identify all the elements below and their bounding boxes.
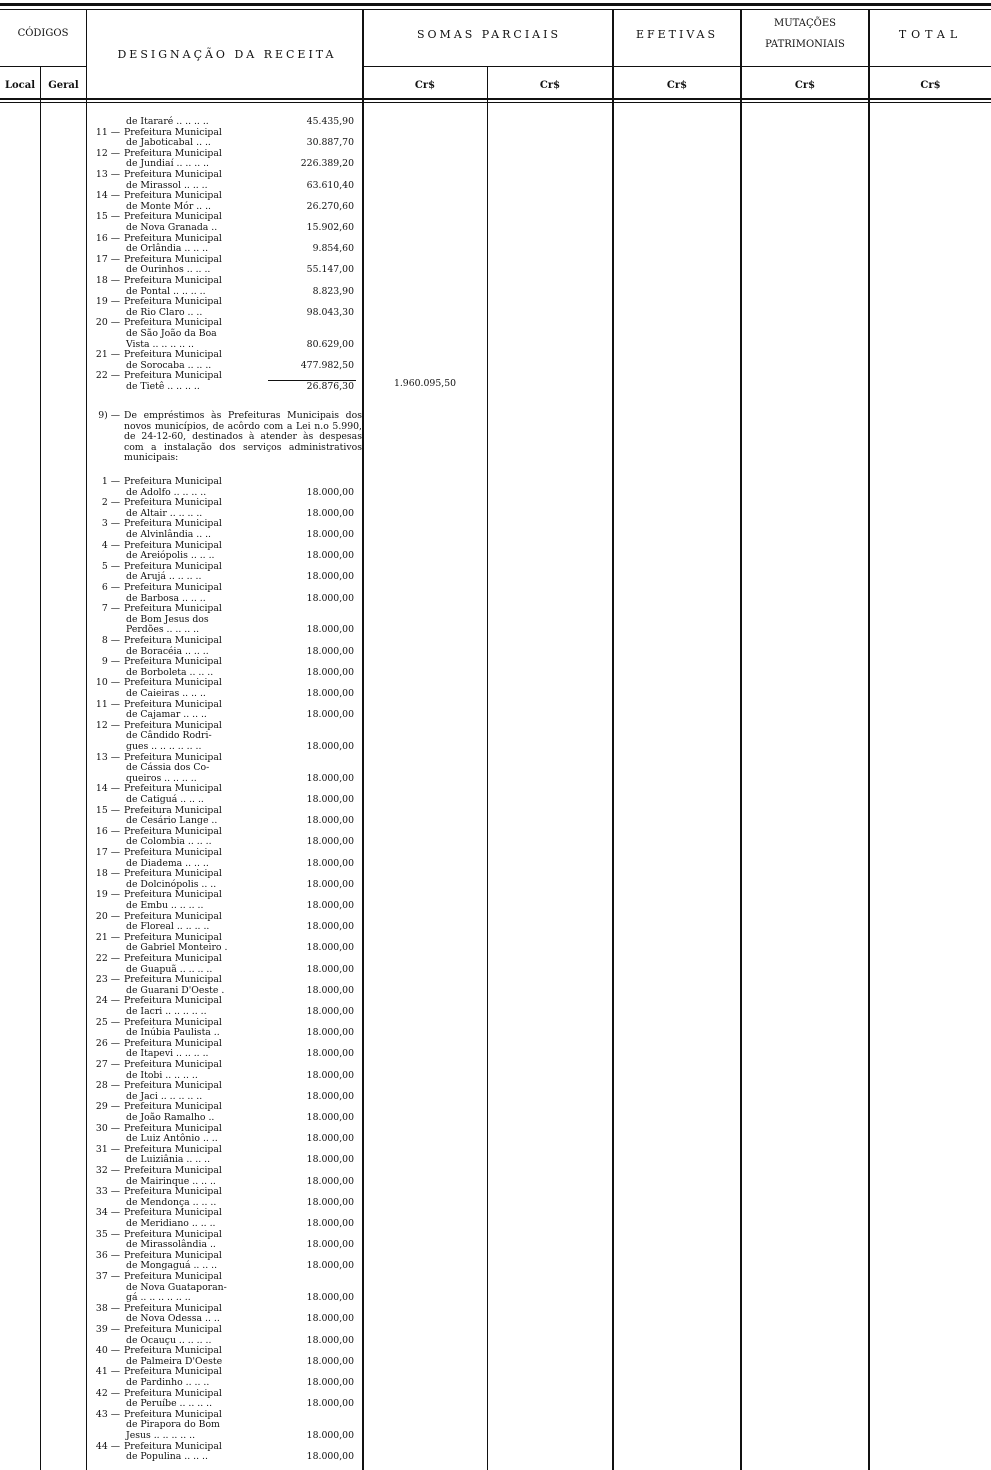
col-line-local xyxy=(40,66,41,1470)
row-text: de Tietê .. .. .. .. xyxy=(126,381,200,392)
row-text: de Floreal .. .. .. .. xyxy=(126,921,210,933)
row-number: 37 — xyxy=(95,1271,120,1282)
row-text: Prefeitura Municipal xyxy=(124,635,222,646)
row-value: 18.000,00 xyxy=(306,1006,354,1017)
row-value: 18.000,00 xyxy=(306,1133,354,1145)
row-number: 23 — xyxy=(95,974,120,986)
row-value: 477.982,50 xyxy=(300,359,354,371)
row-text: Prefeitura Municipal xyxy=(124,518,222,530)
row-value: 8.823,90 xyxy=(312,285,354,297)
row-number: 20 — xyxy=(95,910,120,922)
row-value: 18.000,00 xyxy=(306,878,354,890)
row-text: Prefeitura Municipal xyxy=(124,1440,222,1452)
row-text: de Nova Guataporan- xyxy=(126,1281,227,1293)
row-text: Prefeitura Municipal xyxy=(124,804,222,816)
row-text: de Mirassol .. .. .. xyxy=(126,179,208,191)
row-text: Prefeitura Municipal xyxy=(124,1080,222,1092)
row-number: 16 — xyxy=(95,232,120,244)
row-text: Prefeitura Municipal xyxy=(124,1302,222,1314)
row-text: de Palmeira D'Oeste xyxy=(126,1355,223,1367)
row-text: Prefeitura Municipal xyxy=(124,910,222,922)
row-value: 18.000,00 xyxy=(306,1430,354,1441)
table-row xyxy=(92,1452,362,1463)
row-text: Prefeitura Municipal xyxy=(124,751,222,763)
header-mutacoes-2: PATRIMONIAIS xyxy=(765,39,845,50)
col-line-designacao xyxy=(362,10,364,1470)
row-text: de Luiz Antônio .. .. xyxy=(126,1133,218,1145)
row-value: 63.610,40 xyxy=(306,179,354,191)
row-number: 5 — xyxy=(101,560,120,572)
row-text: Prefeitura Municipal xyxy=(124,1366,222,1378)
row-text: Prefeitura Municipal xyxy=(124,1122,222,1134)
row-value: 18.000,00 xyxy=(306,1048,354,1060)
row-text: Perdões .. .. .. .. xyxy=(126,624,200,636)
header-bottom-rule xyxy=(0,98,991,100)
row-value: 18.000,00 xyxy=(306,592,354,604)
row-number: 6 — xyxy=(101,582,120,593)
row-text: de Mendonça .. .. .. xyxy=(126,1196,217,1208)
header-currency-2: Cr$ xyxy=(539,80,561,91)
row-text: de Guapuã .. .. .. .. xyxy=(126,963,213,975)
table-row xyxy=(92,742,362,753)
row-number: 19 — xyxy=(95,296,120,308)
row-value: 18.000,00 xyxy=(306,794,354,805)
row-text: Prefeitura Municipal xyxy=(124,539,222,551)
table-row xyxy=(92,117,362,128)
row-text: de Adolfo .. .. .. .. xyxy=(126,486,207,498)
row-text: Prefeitura Municipal xyxy=(124,656,222,668)
row-text: de Ourinhos .. .. .. xyxy=(126,264,211,276)
row-text: de São João da Boa xyxy=(126,328,217,339)
table-row xyxy=(92,382,362,393)
row-text: Prefeitura Municipal xyxy=(124,370,222,382)
row-text: de Areiópolis .. .. .. xyxy=(126,550,215,562)
row-text: Prefeitura Municipal xyxy=(124,296,222,308)
row-number: 9 — xyxy=(101,656,120,668)
row-text: Prefeitura Municipal xyxy=(124,953,222,964)
row-text: Prefeitura Municipal xyxy=(124,603,222,615)
row-value: 18.000,00 xyxy=(306,486,354,498)
row-value: 18.000,00 xyxy=(306,1027,354,1039)
row-value: 18.000,00 xyxy=(306,815,354,827)
row-text: de Sorocaba .. .. .. xyxy=(126,359,212,371)
row-number: 38 — xyxy=(95,1302,120,1314)
row-value: 18.000,00 xyxy=(306,507,354,519)
row-value: 18.000,00 xyxy=(306,741,354,752)
row-value: 9.854,60 xyxy=(312,243,354,255)
row-text: de Mairinque .. .. .. xyxy=(126,1175,216,1187)
row-text: de Alvinlândia .. .. xyxy=(126,529,212,540)
row-value: 45.435,90 xyxy=(306,116,354,127)
row-text: Prefeitura Municipal xyxy=(124,974,222,986)
row-text: Prefeitura Municipal xyxy=(124,698,222,710)
row-value: 26.876,30 xyxy=(306,381,354,392)
row-value: 226.389,20 xyxy=(300,158,354,170)
row-text: de Jaci .. .. .. .. .. xyxy=(126,1090,203,1102)
row-text: de Arujá .. .. .. .. xyxy=(126,571,202,583)
table-row xyxy=(92,170,362,181)
row-value: 18.000,00 xyxy=(306,984,354,996)
row-value: 18.000,00 xyxy=(306,1377,354,1388)
row-number: 15 — xyxy=(95,211,120,223)
row-text: de Monte Mór .. .. xyxy=(126,200,211,212)
row-number: 19 — xyxy=(95,889,120,901)
row-text: Prefeitura Municipal xyxy=(124,1207,222,1219)
row-number: 14 — xyxy=(95,783,120,795)
row-text: Prefeitura Municipal xyxy=(124,275,222,286)
table-row xyxy=(92,954,362,965)
row-text: de Altair .. .. .. .. xyxy=(126,507,203,519)
row-number: 20 — xyxy=(95,317,120,329)
row-number: 39 — xyxy=(95,1324,120,1335)
row-text: Prefeitura Municipal xyxy=(124,126,222,138)
row-text: de Guarani D'Oeste . xyxy=(126,984,225,996)
row-text: de Cajamar .. .. .. xyxy=(126,709,207,721)
row-text: de Dolcinópolis .. .. xyxy=(126,878,217,890)
row-value: 18.000,00 xyxy=(306,1292,354,1304)
row-number: 40 — xyxy=(95,1345,120,1357)
header-efetivas: EFETIVAS xyxy=(635,28,719,41)
col-line-geral xyxy=(86,10,87,1470)
row-value: 18.000,00 xyxy=(306,529,354,540)
row-value: 18.000,00 xyxy=(306,709,354,721)
row-text: de Gabriel Monteiro . xyxy=(126,942,228,954)
row-text: de Boracéia .. .. .. xyxy=(126,645,209,657)
row-value: 18.000,00 xyxy=(306,857,354,869)
table-row xyxy=(92,848,362,859)
section-b-intro xyxy=(92,411,364,475)
row-text: de Nova Odessa .. .. xyxy=(126,1313,220,1325)
header-bottom-rule-2 xyxy=(0,102,991,103)
row-text: Prefeitura Municipal xyxy=(124,560,222,572)
row-value: 18.000,00 xyxy=(306,1355,354,1367)
row-text: Prefeitura Municipal xyxy=(124,1186,222,1198)
row-text: de Nova Granada .. xyxy=(126,222,218,233)
row-value: 18.000,00 xyxy=(306,1260,354,1272)
row-number: 14 — xyxy=(95,190,120,202)
row-number: 12 — xyxy=(95,719,120,731)
header-mid-rule-codigos xyxy=(0,66,86,67)
section-a-sum: 1.960.095,50 xyxy=(393,378,457,389)
row-text: Jesus .. .. .. .. .. xyxy=(126,1430,196,1441)
row-number: 7 — xyxy=(101,603,120,615)
table-row xyxy=(92,795,362,806)
header-currency-4: Cr$ xyxy=(794,80,816,91)
row-value: 18.000,00 xyxy=(306,624,354,636)
row-number: 28 — xyxy=(95,1080,120,1092)
row-number: 42 — xyxy=(95,1387,120,1399)
row-text: de Jaboticabal .. .. xyxy=(126,137,211,149)
row-value: 18.000,00 xyxy=(306,1112,354,1123)
row-number: 13 — xyxy=(95,169,120,180)
table-row xyxy=(92,1325,362,1336)
row-text: de Colombia .. .. .. xyxy=(126,836,212,848)
table-row xyxy=(92,583,362,594)
row-text: Prefeitura Municipal xyxy=(124,889,222,901)
row-text: Prefeitura Municipal xyxy=(124,783,222,795)
row-text: de Catiguá .. .. .. xyxy=(126,794,204,805)
row-text: de Jundiaí .. .. .. .. xyxy=(126,158,210,170)
row-text: de Meridiano .. .. .. xyxy=(126,1218,216,1229)
row-text: Prefeitura Municipal xyxy=(124,253,222,265)
table-row xyxy=(92,1272,362,1283)
table-row xyxy=(92,689,362,700)
row-number: 18 — xyxy=(95,275,120,286)
row-number: 34 — xyxy=(95,1207,120,1219)
row-text: de Mirassolândia .. xyxy=(126,1239,216,1251)
row-text: de Populina .. .. .. xyxy=(126,1451,208,1463)
row-value: 18.000,00 xyxy=(306,1313,354,1325)
row-text: Prefeitura Municipal xyxy=(124,868,222,880)
row-text: de Pontal .. .. .. .. xyxy=(126,285,206,297)
col-line-mutacoes xyxy=(868,10,870,1470)
row-value: 18.000,00 xyxy=(306,688,354,699)
row-text: Prefeitura Municipal xyxy=(124,1143,222,1155)
row-text: de Borboleta .. .. .. xyxy=(126,666,214,678)
row-value: 18.000,00 xyxy=(306,1398,354,1410)
table-row xyxy=(92,1166,362,1177)
row-text: Prefeitura Municipal xyxy=(124,232,222,244)
row-text: Prefeitura Municipal xyxy=(124,847,222,858)
row-text: de Iacri .. .. .. .. .. xyxy=(126,1006,207,1017)
row-value: 18.000,00 xyxy=(306,963,354,975)
row-value: 18.000,00 xyxy=(306,900,354,911)
top-rule-thin xyxy=(0,9,991,10)
header-currency-5: Cr$ xyxy=(920,80,941,91)
header-currency-1: Cr$ xyxy=(414,80,436,91)
row-text: Prefeitura Municipal xyxy=(124,1059,222,1070)
row-number: 10 — xyxy=(95,677,120,689)
table-row xyxy=(92,901,362,912)
row-number: 1 — xyxy=(101,476,120,487)
row-number: 30 — xyxy=(95,1122,120,1134)
row-text: Prefeitura Municipal xyxy=(124,476,222,487)
row-text: Prefeitura Municipal xyxy=(124,719,222,731)
row-text: gues .. .. .. .. .. .. xyxy=(126,741,202,752)
row-text: Prefeitura Municipal xyxy=(124,1228,222,1240)
header-total: TOTAL xyxy=(898,28,963,41)
row-text: de Peruíbe .. .. .. .. xyxy=(126,1398,213,1410)
row-number: 25 — xyxy=(95,1016,120,1028)
col-line-efetivas xyxy=(740,10,742,1470)
row-number: 13 — xyxy=(95,751,120,763)
row-value: 18.000,00 xyxy=(306,836,354,848)
row-number: 18 — xyxy=(95,868,120,880)
table-row xyxy=(92,1060,362,1071)
table-row xyxy=(92,1378,362,1389)
table-row xyxy=(92,276,362,287)
row-number: 29 — xyxy=(95,1101,120,1113)
row-number: 15 — xyxy=(95,804,120,816)
row-text: Prefeitura Municipal xyxy=(124,995,222,1007)
row-text: Prefeitura Municipal xyxy=(124,1037,222,1049)
table-row xyxy=(92,223,362,234)
row-text: Prefeitura Municipal xyxy=(124,1324,222,1335)
header-local: Local xyxy=(4,80,36,91)
row-number: 36 — xyxy=(95,1249,120,1261)
row-number: 44 — xyxy=(95,1440,120,1452)
row-text: Prefeitura Municipal xyxy=(124,147,222,159)
row-value: 18.000,00 xyxy=(306,772,354,784)
row-number: 32 — xyxy=(95,1165,120,1176)
row-text: Prefeitura Municipal xyxy=(124,1345,222,1357)
row-number: 2 — xyxy=(101,497,120,509)
row-text: de Caieiras .. .. .. xyxy=(126,688,206,699)
row-text: de Ocauçu .. .. .. .. xyxy=(126,1334,212,1346)
section-b-intro-text: De empréstimos às Prefeituras Municipais dos novos municípios, de acôrdo com a Lei n.o 5.990, de 24-12-60, destinados à atender às despesas com a instalação dos serviços administrativos municipais: xyxy=(124,410,362,464)
row-number: 21 — xyxy=(95,931,120,943)
header-currency-3: Cr$ xyxy=(666,80,688,91)
row-number: 27 — xyxy=(95,1059,120,1070)
table-row xyxy=(92,530,362,541)
row-text: de Mongaguá .. .. .. xyxy=(126,1260,218,1272)
col-line-somas xyxy=(612,10,614,1470)
row-text: de Itararé .. .. .. .. xyxy=(126,116,209,127)
row-number: 17 — xyxy=(95,847,120,858)
row-text: Prefeitura Municipal xyxy=(124,677,222,689)
row-value: 18.000,00 xyxy=(306,921,354,933)
row-text: Prefeitura Municipal xyxy=(124,497,222,509)
row-text: Prefeitura Municipal xyxy=(124,317,222,329)
row-value: 18.000,00 xyxy=(306,666,354,678)
header-somas-parciais: SOMAS PARCIAIS xyxy=(417,28,561,41)
row-text: Prefeitura Municipal xyxy=(124,582,222,593)
row-text: de Embu .. .. .. .. xyxy=(126,900,204,911)
row-text: de Cesário Lange .. xyxy=(126,815,218,827)
row-number: 11 — xyxy=(95,698,120,710)
row-value: 15.902,60 xyxy=(306,222,354,233)
table-row xyxy=(92,477,362,488)
row-value: 26.270,60 xyxy=(306,200,354,212)
row-value: 98.043,30 xyxy=(306,306,354,318)
row-number: 22 — xyxy=(95,370,120,382)
row-text: de Pardinho .. .. .. xyxy=(126,1377,210,1388)
row-text: de Cândido Rodri- xyxy=(126,730,212,742)
row-text: Prefeitura Municipal xyxy=(124,1249,222,1261)
row-text: de Luiziânia .. .. .. xyxy=(126,1154,211,1166)
row-text: de Bom Jesus dos xyxy=(126,613,209,625)
row-number: 41 — xyxy=(95,1366,120,1378)
row-text: de Itapevi .. .. .. .. xyxy=(126,1048,209,1060)
row-text: Vista .. .. .. .. .. xyxy=(126,338,194,350)
row-number: 16 — xyxy=(95,825,120,837)
section-a-sum-rule xyxy=(268,380,356,381)
row-text: Prefeitura Municipal xyxy=(124,1016,222,1028)
row-value: 18.000,00 xyxy=(306,1154,354,1166)
row-value: 18.000,00 xyxy=(306,1175,354,1187)
header-designacao: DESIGNAÇÃO DA RECEITA xyxy=(117,48,337,61)
row-text: de João Ramalho .. xyxy=(126,1112,215,1123)
row-value: 18.000,00 xyxy=(306,1196,354,1208)
row-text: Prefeitura Municipal xyxy=(124,169,222,180)
row-text: de Cássia dos Co- xyxy=(126,762,210,774)
row-value: 18.000,00 xyxy=(306,1090,354,1102)
table-row xyxy=(92,1431,362,1442)
table-row xyxy=(92,636,362,647)
row-text: de Pirapora do Bom xyxy=(126,1419,220,1431)
table-row xyxy=(92,1113,362,1124)
row-text: Prefeitura Municipal xyxy=(124,1165,222,1176)
row-text: de Rio Claro .. .. xyxy=(126,306,203,318)
row-value: 18.000,00 xyxy=(306,942,354,954)
row-text: Prefeitura Municipal xyxy=(124,1271,222,1282)
header-codigos: CÓDIGOS xyxy=(17,28,69,39)
row-number: 21 — xyxy=(95,349,120,361)
row-text: Prefeitura Municipal xyxy=(124,190,222,202)
row-value: 80.629,00 xyxy=(306,338,354,350)
row-number: 33 — xyxy=(95,1186,120,1198)
section-b-intro-number: 9) — xyxy=(98,410,120,421)
row-number: 17 — xyxy=(95,253,120,265)
row-value: 30.887,70 xyxy=(306,137,354,149)
row-number: 8 — xyxy=(101,635,120,646)
row-value: 18.000,00 xyxy=(306,645,354,657)
row-number: 43 — xyxy=(95,1408,120,1420)
row-value: 18.000,00 xyxy=(306,1334,354,1346)
row-number: 3 — xyxy=(101,518,120,530)
table-row xyxy=(92,329,362,340)
row-text: Prefeitura Municipal xyxy=(124,1408,222,1420)
row-text: de Itobi .. .. .. .. xyxy=(126,1069,198,1081)
row-text: de Diadema .. .. .. xyxy=(126,857,209,869)
row-number: 24 — xyxy=(95,995,120,1007)
row-value: 18.000,00 xyxy=(306,1451,354,1463)
row-text: de Barbosa .. .. .. xyxy=(126,592,206,604)
row-number: 22 — xyxy=(95,953,120,964)
row-text: Prefeitura Municipal xyxy=(124,1101,222,1113)
col-line-parcial xyxy=(487,66,488,1470)
row-value: 18.000,00 xyxy=(306,1239,354,1251)
row-text: Prefeitura Municipal xyxy=(124,825,222,837)
header-mutacoes-1: MUTAÇÕES xyxy=(773,18,836,29)
row-text: Prefeitura Municipal xyxy=(124,349,222,361)
top-rule-thick xyxy=(0,3,991,6)
row-number: 35 — xyxy=(95,1228,120,1240)
row-text: Prefeitura Municipal xyxy=(124,1387,222,1399)
row-value: 18.000,00 xyxy=(306,1218,354,1229)
row-text: de Orlândia .. .. .. xyxy=(126,243,209,255)
row-text: Prefeitura Municipal xyxy=(124,931,222,943)
row-text: Prefeitura Municipal xyxy=(124,211,222,223)
header-mid-rule-values xyxy=(364,66,991,67)
row-text: gá .. .. .. .. .. .. xyxy=(126,1292,191,1304)
row-text: de Inúbia Paulista .. xyxy=(126,1027,220,1039)
row-number: 26 — xyxy=(95,1037,120,1049)
row-text: queiros .. .. .. .. xyxy=(126,772,197,784)
row-number: 31 — xyxy=(95,1143,120,1155)
row-number: 11 — xyxy=(95,126,120,138)
row-value: 18.000,00 xyxy=(306,1069,354,1081)
row-number: 12 — xyxy=(95,147,120,159)
row-value: 18.000,00 xyxy=(306,571,354,583)
row-value: 18.000,00 xyxy=(306,550,354,562)
row-number: 4 — xyxy=(101,539,120,551)
table-row xyxy=(92,1219,362,1230)
header-geral: Geral xyxy=(48,80,79,91)
table-row xyxy=(92,1007,362,1018)
row-value: 55.147,00 xyxy=(306,264,354,276)
